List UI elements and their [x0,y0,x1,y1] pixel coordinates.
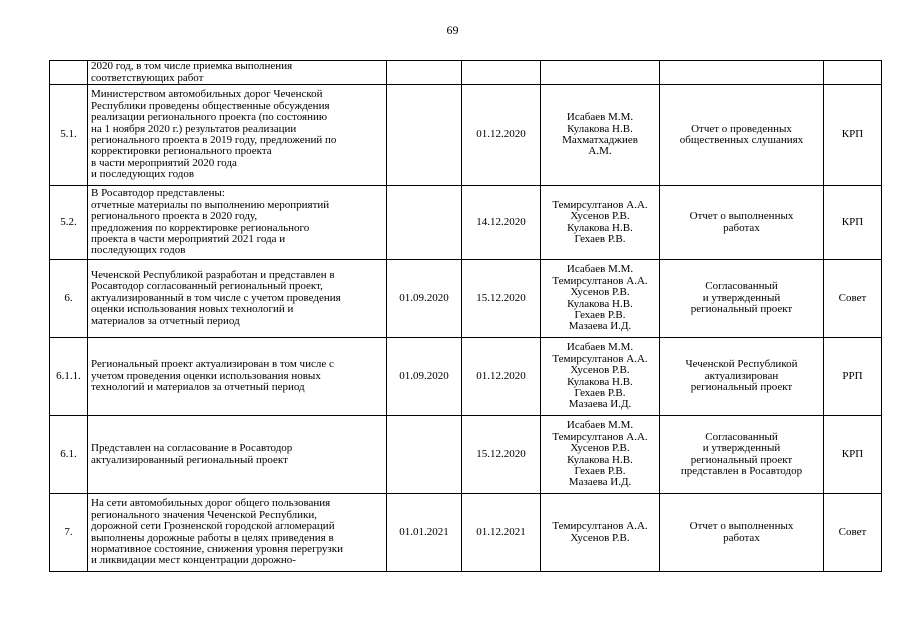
cell-end-date: 15.12.2020 [462,260,541,338]
plan-table-body [50,61,882,572]
table-row [50,186,882,260]
cell-start-date [387,186,462,260]
plan-table [49,60,882,572]
cell-number: 6. [50,260,88,338]
cell-document: Отчет о проведенных общественных слушаниях [660,85,824,186]
table-row [50,61,882,85]
cell-number: 7. [50,494,88,572]
cell-description: Министерством автомобильных дорог Чеченской Республики проведены общественные обсуждения реализации регионального проекта (по состоянию на 1 ноября 2020 г.) результатов реализации регионального проекта в 2019 году, предложений по корректировки регионального проекта в части мероприятий 2020 года и последующих годов [88,85,387,186]
cell-start-date [387,61,462,85]
cell-number [50,61,88,85]
table-row [50,338,882,416]
page-number: 69 [446,23,459,37]
cell-description: Региональный проект актуализирован в том числе с учетом проведения оценки использования новых технологий и материалов за отчетный период [88,338,387,416]
cell-control-level: КРП [824,186,882,260]
cell-start-date: 01.09.2020 [387,260,462,338]
cell-document: Согласованный и утвержденный региональный проект представлен в Росавтодор [660,416,824,494]
cell-end-date: 01.12.2021 [462,494,541,572]
table-row [50,494,882,572]
cell-start-date [387,416,462,494]
cell-description: На сети автомобильных дорог общего пользования регионального значения Чеченской Республики, дорожной сети Грозненской городской агломераций выполнены дорожные работы в целях приведения в нормативное состояние, снижения уровня перегрузки и ликвидации мест концентрации дорожно- [88,494,387,572]
cell-end-date: 01.12.2020 [462,85,541,186]
table-row [50,260,882,338]
cell-responsible: Исабаев М.М. Темирсултанов А.А. Хусенов Р.В. Кулакова Н.В. Гехаев Р.В. Мазаева И.Д. [541,416,660,494]
cell-start-date [387,85,462,186]
cell-control-level: КРП [824,416,882,494]
cell-description: Чеченской Республикой разработан и представлен в Росавтодор согласованный региональный проект, актуализированный в том числе с учетом проведения оценки использования новых технологий и материалов за отчетный период [88,260,387,338]
cell-end-date: 15.12.2020 [462,416,541,494]
cell-control-level: Совет [824,494,882,572]
table-row [50,416,882,494]
table-row [50,85,882,186]
cell-responsible: Исабаев М.М. Темирсултанов А.А. Хусенов Р.В. Кулакова Н.В. Гехаев Р.В. Мазаева И.Д. [541,260,660,338]
cell-end-date [462,61,541,85]
cell-start-date: 01.09.2020 [387,338,462,416]
cell-document: Согласованный и утвержденный региональный проект [660,260,824,338]
cell-number: 5.1. [50,85,88,186]
cell-number: 6.1. [50,416,88,494]
cell-description: Представлен на согласование в Росавтодор актуализированный региональный проект [88,416,387,494]
cell-document: Отчет о выполненных работах [660,494,824,572]
cell-end-date: 14.12.2020 [462,186,541,260]
cell-document [660,61,824,85]
cell-number: 6.1.1. [50,338,88,416]
cell-responsible: Темирсултанов А.А. Хусенов Р.В. [541,494,660,572]
cell-responsible [541,61,660,85]
cell-responsible: Исабаев М.М. Кулакова Н.В. Махматхаджиев А.М. [541,85,660,186]
cell-end-date: 01.12.2020 [462,338,541,416]
cell-responsible: Темирсултанов А.А. Хусенов Р.В. Кулакова Н.В. Гехаев Р.В. [541,186,660,260]
cell-control-level [824,61,882,85]
cell-responsible: Исабаев М.М. Темирсултанов А.А. Хусенов Р.В. Кулакова Н.В. Гехаев Р.В. Мазаева И.Д. [541,338,660,416]
cell-control-level: Совет [824,260,882,338]
cell-start-date: 01.01.2021 [387,494,462,572]
cell-description: 2020 год, в том числе приемка выполнения соответствующих работ [88,61,387,85]
cell-number: 5.2. [50,186,88,260]
cell-control-level: КРП [824,85,882,186]
cell-control-level: РРП [824,338,882,416]
cell-document: Чеченской Республикой актуализирован региональный проект [660,338,824,416]
cell-description: В Росавтодор представлены: отчетные материалы по выполнению мероприятий регионального проекта в 2020 году, предложения по корректировке регионального проекта в части мероприятий 2021 года и последующих годов [88,186,387,260]
cell-document: Отчет о выполненных работах [660,186,824,260]
